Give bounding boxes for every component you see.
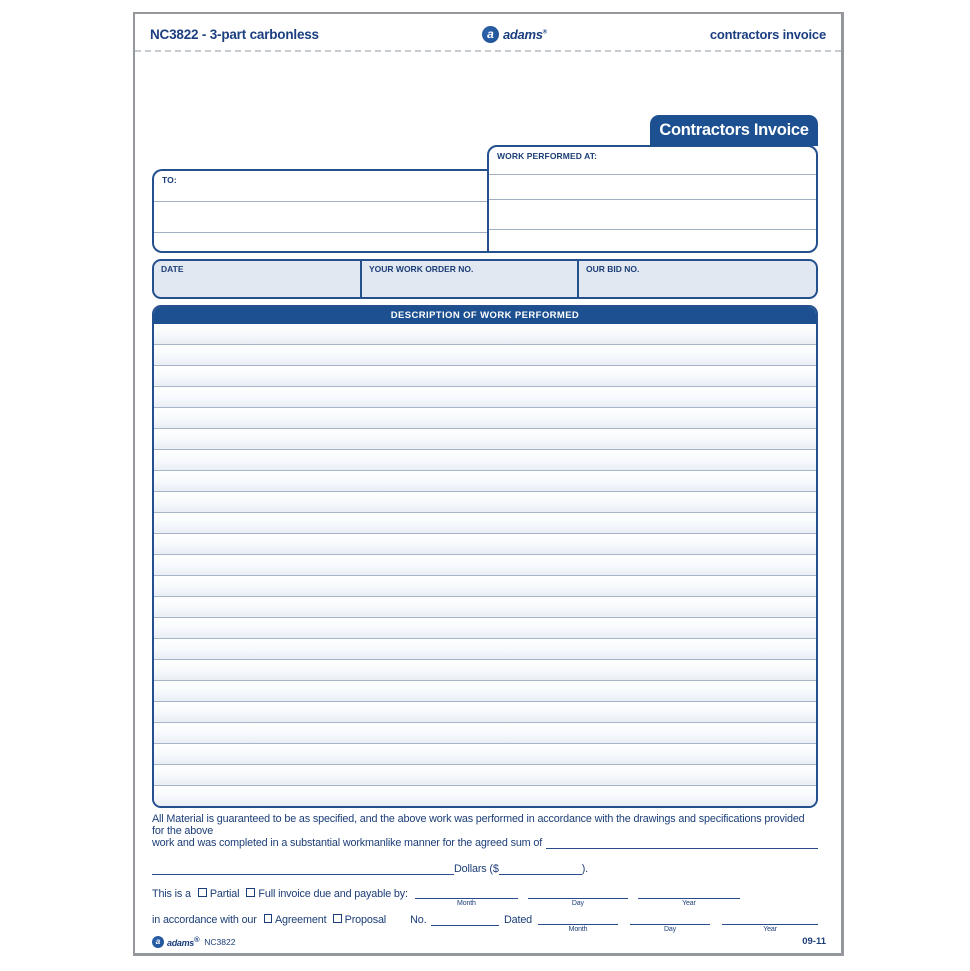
work-order-no-field[interactable] <box>360 261 577 297</box>
month-label: Month <box>457 900 476 907</box>
doc-type-label: contractors invoice <box>709 26 826 42</box>
work-performed-at-line-2[interactable] <box>489 174 816 199</box>
work-order-no-label: YOUR WORK ORDER NO. <box>369 264 474 274</box>
agreed-sum-line-1[interactable] <box>546 837 818 849</box>
accordance-line <box>152 914 818 934</box>
description-line[interactable] <box>154 324 816 345</box>
description-line[interactable] <box>154 576 816 597</box>
product-code: NC3822 - 3-part carbonless <box>150 26 319 42</box>
description-section <box>152 305 818 808</box>
description-line[interactable] <box>154 450 816 471</box>
partial-checkbox[interactable] <box>198 888 207 897</box>
description-lines <box>154 324 816 806</box>
work-performed-at-line-4[interactable] <box>489 229 816 251</box>
no-label: No. <box>410 914 427 926</box>
description-line[interactable] <box>154 513 816 534</box>
description-line[interactable] <box>154 744 816 765</box>
description-header <box>154 307 816 324</box>
month-label: Month <box>568 926 588 933</box>
top-header <box>150 22 826 46</box>
description-line[interactable] <box>154 597 816 618</box>
description-line[interactable] <box>154 366 816 387</box>
description-line[interactable] <box>154 618 816 639</box>
payable-month-line[interactable] <box>415 888 518 899</box>
bid-no-label: OUR BID NO. <box>586 264 640 274</box>
form-footer <box>152 935 826 948</box>
bill-to-box <box>152 169 489 253</box>
agreement-label: Agreement <box>274 914 327 926</box>
footer-form-code: NC3822 <box>204 936 236 947</box>
work-performed-at-box <box>487 145 818 253</box>
description-line[interactable] <box>154 639 816 660</box>
dated-year-line[interactable] <box>722 914 818 925</box>
work-performed-at-line-1[interactable] <box>489 147 816 174</box>
payable-day-group <box>528 888 628 908</box>
description-line[interactable] <box>154 492 816 513</box>
invoice-form-sheet <box>133 12 844 956</box>
accordance-prefix: in accordance with our <box>152 914 257 926</box>
description-line[interactable] <box>154 429 816 450</box>
description-line[interactable] <box>154 786 816 806</box>
work-performed-at-label: WORK PERFORMED AT: <box>497 151 598 161</box>
description-line[interactable] <box>154 723 816 744</box>
dated-year-group <box>722 914 818 934</box>
year-label: Year <box>763 926 777 933</box>
payable-year-group <box>638 888 740 908</box>
partial-label: Partial <box>209 888 240 900</box>
full-checkbox[interactable] <box>246 888 255 897</box>
dollars-label: Dollars ($ <box>454 863 499 875</box>
description-line[interactable] <box>154 555 816 576</box>
day-label: Day <box>571 900 584 907</box>
dated-label: Dated <box>503 914 533 926</box>
brand-name: adams® <box>502 26 547 42</box>
to-line-3[interactable] <box>154 232 489 251</box>
description-line[interactable] <box>154 387 816 408</box>
payable-prefix: This is a <box>152 888 191 900</box>
description-line[interactable] <box>154 660 816 681</box>
to-line-1[interactable] <box>154 171 489 201</box>
revision-code: 09-11 <box>802 936 826 947</box>
dated-day-group <box>630 914 710 934</box>
proposal-checkbox[interactable] <box>333 914 341 923</box>
adams-logo-icon: a <box>482 26 499 43</box>
form-title-tab <box>650 115 818 146</box>
brand-logo <box>482 26 547 43</box>
guarantee-text-line-1: All Material is guaranteed to be as specified, and the above work was performed in accordance with the drawings and specifications provided for the above <box>152 813 805 837</box>
dated-month-group <box>538 914 618 934</box>
dated-month-line[interactable] <box>538 914 618 925</box>
agreement-checkbox[interactable] <box>264 914 272 923</box>
guarantee-text-line-2-label: work and was completed in a substantial workmanlike manner for the agreed sum of <box>152 837 543 849</box>
dated-day-line[interactable] <box>630 914 710 925</box>
to-label: TO: <box>162 175 177 185</box>
dollars-close: ). <box>581 863 588 875</box>
document-no-line[interactable] <box>431 914 499 926</box>
to-line-2[interactable] <box>154 201 489 232</box>
adams-logo-icon: a <box>152 936 164 948</box>
agreed-sum-line-2[interactable] <box>152 863 454 875</box>
payable-day-line[interactable] <box>528 888 628 899</box>
payable-line <box>152 888 818 908</box>
description-line[interactable] <box>154 471 816 492</box>
meta-fields-row <box>152 259 818 299</box>
dollar-amount-line[interactable] <box>499 863 582 875</box>
full-label: Full invoice due and payable by: <box>258 888 408 900</box>
payable-year-line[interactable] <box>638 888 740 899</box>
date-label: DATE <box>161 264 184 274</box>
description-header-label: DESCRIPTION OF WORK PERFORMED <box>390 310 580 321</box>
form-title: Contractors Invoice <box>659 121 809 139</box>
description-line[interactable] <box>154 702 816 723</box>
proposal-label: Proposal <box>344 914 387 926</box>
perforation-line <box>135 50 841 52</box>
description-line[interactable] <box>154 681 816 702</box>
description-line[interactable] <box>154 345 816 366</box>
work-performed-at-line-3[interactable] <box>489 199 816 229</box>
description-line[interactable] <box>154 408 816 429</box>
description-line[interactable] <box>154 534 816 555</box>
trademark-symbol: ® <box>194 935 200 944</box>
day-label: Day <box>664 926 676 933</box>
description-line[interactable] <box>154 765 816 786</box>
footer-brand <box>152 935 235 948</box>
dollars-line <box>152 863 818 876</box>
bid-no-field[interactable] <box>577 261 816 297</box>
date-field[interactable] <box>154 261 360 297</box>
year-label: Year <box>682 900 696 907</box>
payable-month-group <box>415 888 518 908</box>
brand-name: adams® <box>167 935 200 948</box>
guarantee-text-line-2 <box>152 837 818 850</box>
trademark-symbol: ® <box>542 29 547 36</box>
